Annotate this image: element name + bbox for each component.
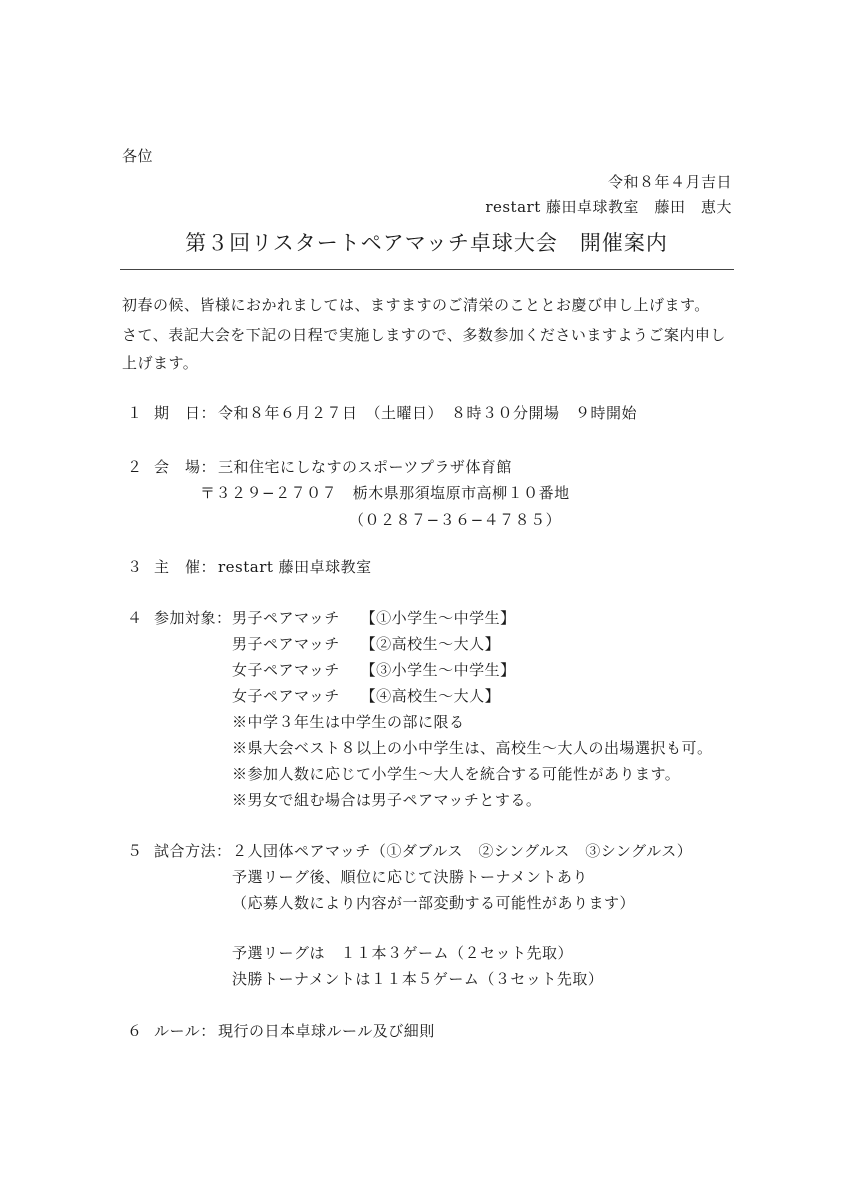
intro-line-3: 上げます。 xyxy=(122,354,199,372)
intro-line-2: さて、表記大会を下記の日程で実施しますので、多数参加くださいますようご案内申し xyxy=(122,326,726,344)
item-label-venue: 会 場： xyxy=(154,458,217,476)
item-label-date: 期 日： xyxy=(154,404,217,422)
method-line-3: （応募人数により内容が一部変動する可能性があります） xyxy=(232,894,636,912)
target-line-3: 女子ペアマッチ 【③小学生〜中学生】 xyxy=(232,661,516,679)
sender: restart 藤田卓球教室 藤田 恵大 xyxy=(485,198,732,216)
method-line-4: 予選リーグは １１本３ゲーム（２セット先取） xyxy=(232,944,574,962)
document-title: 第３回リスタートペアマッチ卓球大会 開催案内 xyxy=(185,231,668,255)
target-line-4: 女子ペアマッチ 【④高校生〜大人】 xyxy=(232,687,501,705)
item-number: ６ xyxy=(127,1022,143,1040)
item-number: １ xyxy=(127,404,143,422)
item-number: ５ xyxy=(127,842,143,860)
target-line-1: 男子ペアマッチ 【①小学生〜中学生】 xyxy=(232,609,516,627)
target-note-2: ※県大会ベスト８以上の小中学生は、高校生〜大人の出場選択も可。 xyxy=(232,739,713,757)
target-note-3: ※参加人数に応じて小学生〜大人を統合する可能性があります。 xyxy=(232,765,681,783)
item-label-host: 主 催： xyxy=(154,558,217,576)
venue-phone: （０２８７−３６−４７８５） xyxy=(349,511,562,529)
item-label-rules: ルール： xyxy=(154,1022,216,1040)
item-value-rules: 現行の日本卓球ルール及び細則 xyxy=(218,1022,435,1040)
title-underline xyxy=(120,269,734,270)
venue-name: 三和住宅にしなすのスポーツプラザ体育館 xyxy=(218,458,512,476)
target-note-1: ※中学３年生は中学生の部に限る xyxy=(232,713,465,731)
method-line-2: 予選リーグ後、順位に応じて決勝トーナメントあり xyxy=(232,868,588,886)
method-line-1: ２人団体ペアマッチ（①ダブルス ②シングルス ③シングルス） xyxy=(232,842,693,860)
method-line-5: 決勝トーナメントは１１本５ゲーム（３セット先取） xyxy=(232,970,604,988)
item-number: ２ xyxy=(127,458,143,476)
target-note-4: ※男女で組む場合は男子ペアマッチとする。 xyxy=(232,791,542,809)
target-line-2: 男子ペアマッチ 【②高校生〜大人】 xyxy=(232,635,501,653)
item-number: ３ xyxy=(127,558,143,576)
item-label-method: 試合方法： xyxy=(154,842,232,860)
item-value-date: 令和８年６月２７日 （土曜日） ８時３０分開場 ９時開始 xyxy=(218,404,638,422)
item-value-host: restart 藤田卓球教室 xyxy=(218,558,372,576)
issue-date: 令和８年４月吉日 xyxy=(607,173,732,191)
item-label-target: 参加対象： xyxy=(154,609,232,627)
intro-line-1: 初春の候、皆様におかれましては、ますますのご清栄のこととお慶び申し上げます。 xyxy=(122,296,710,314)
addressee: 各位 xyxy=(122,147,154,165)
item-number: ４ xyxy=(127,609,143,627)
venue-address: 〒３２９−２７０７ 栃木県那須塩原市高柳１０番地 xyxy=(200,484,570,502)
